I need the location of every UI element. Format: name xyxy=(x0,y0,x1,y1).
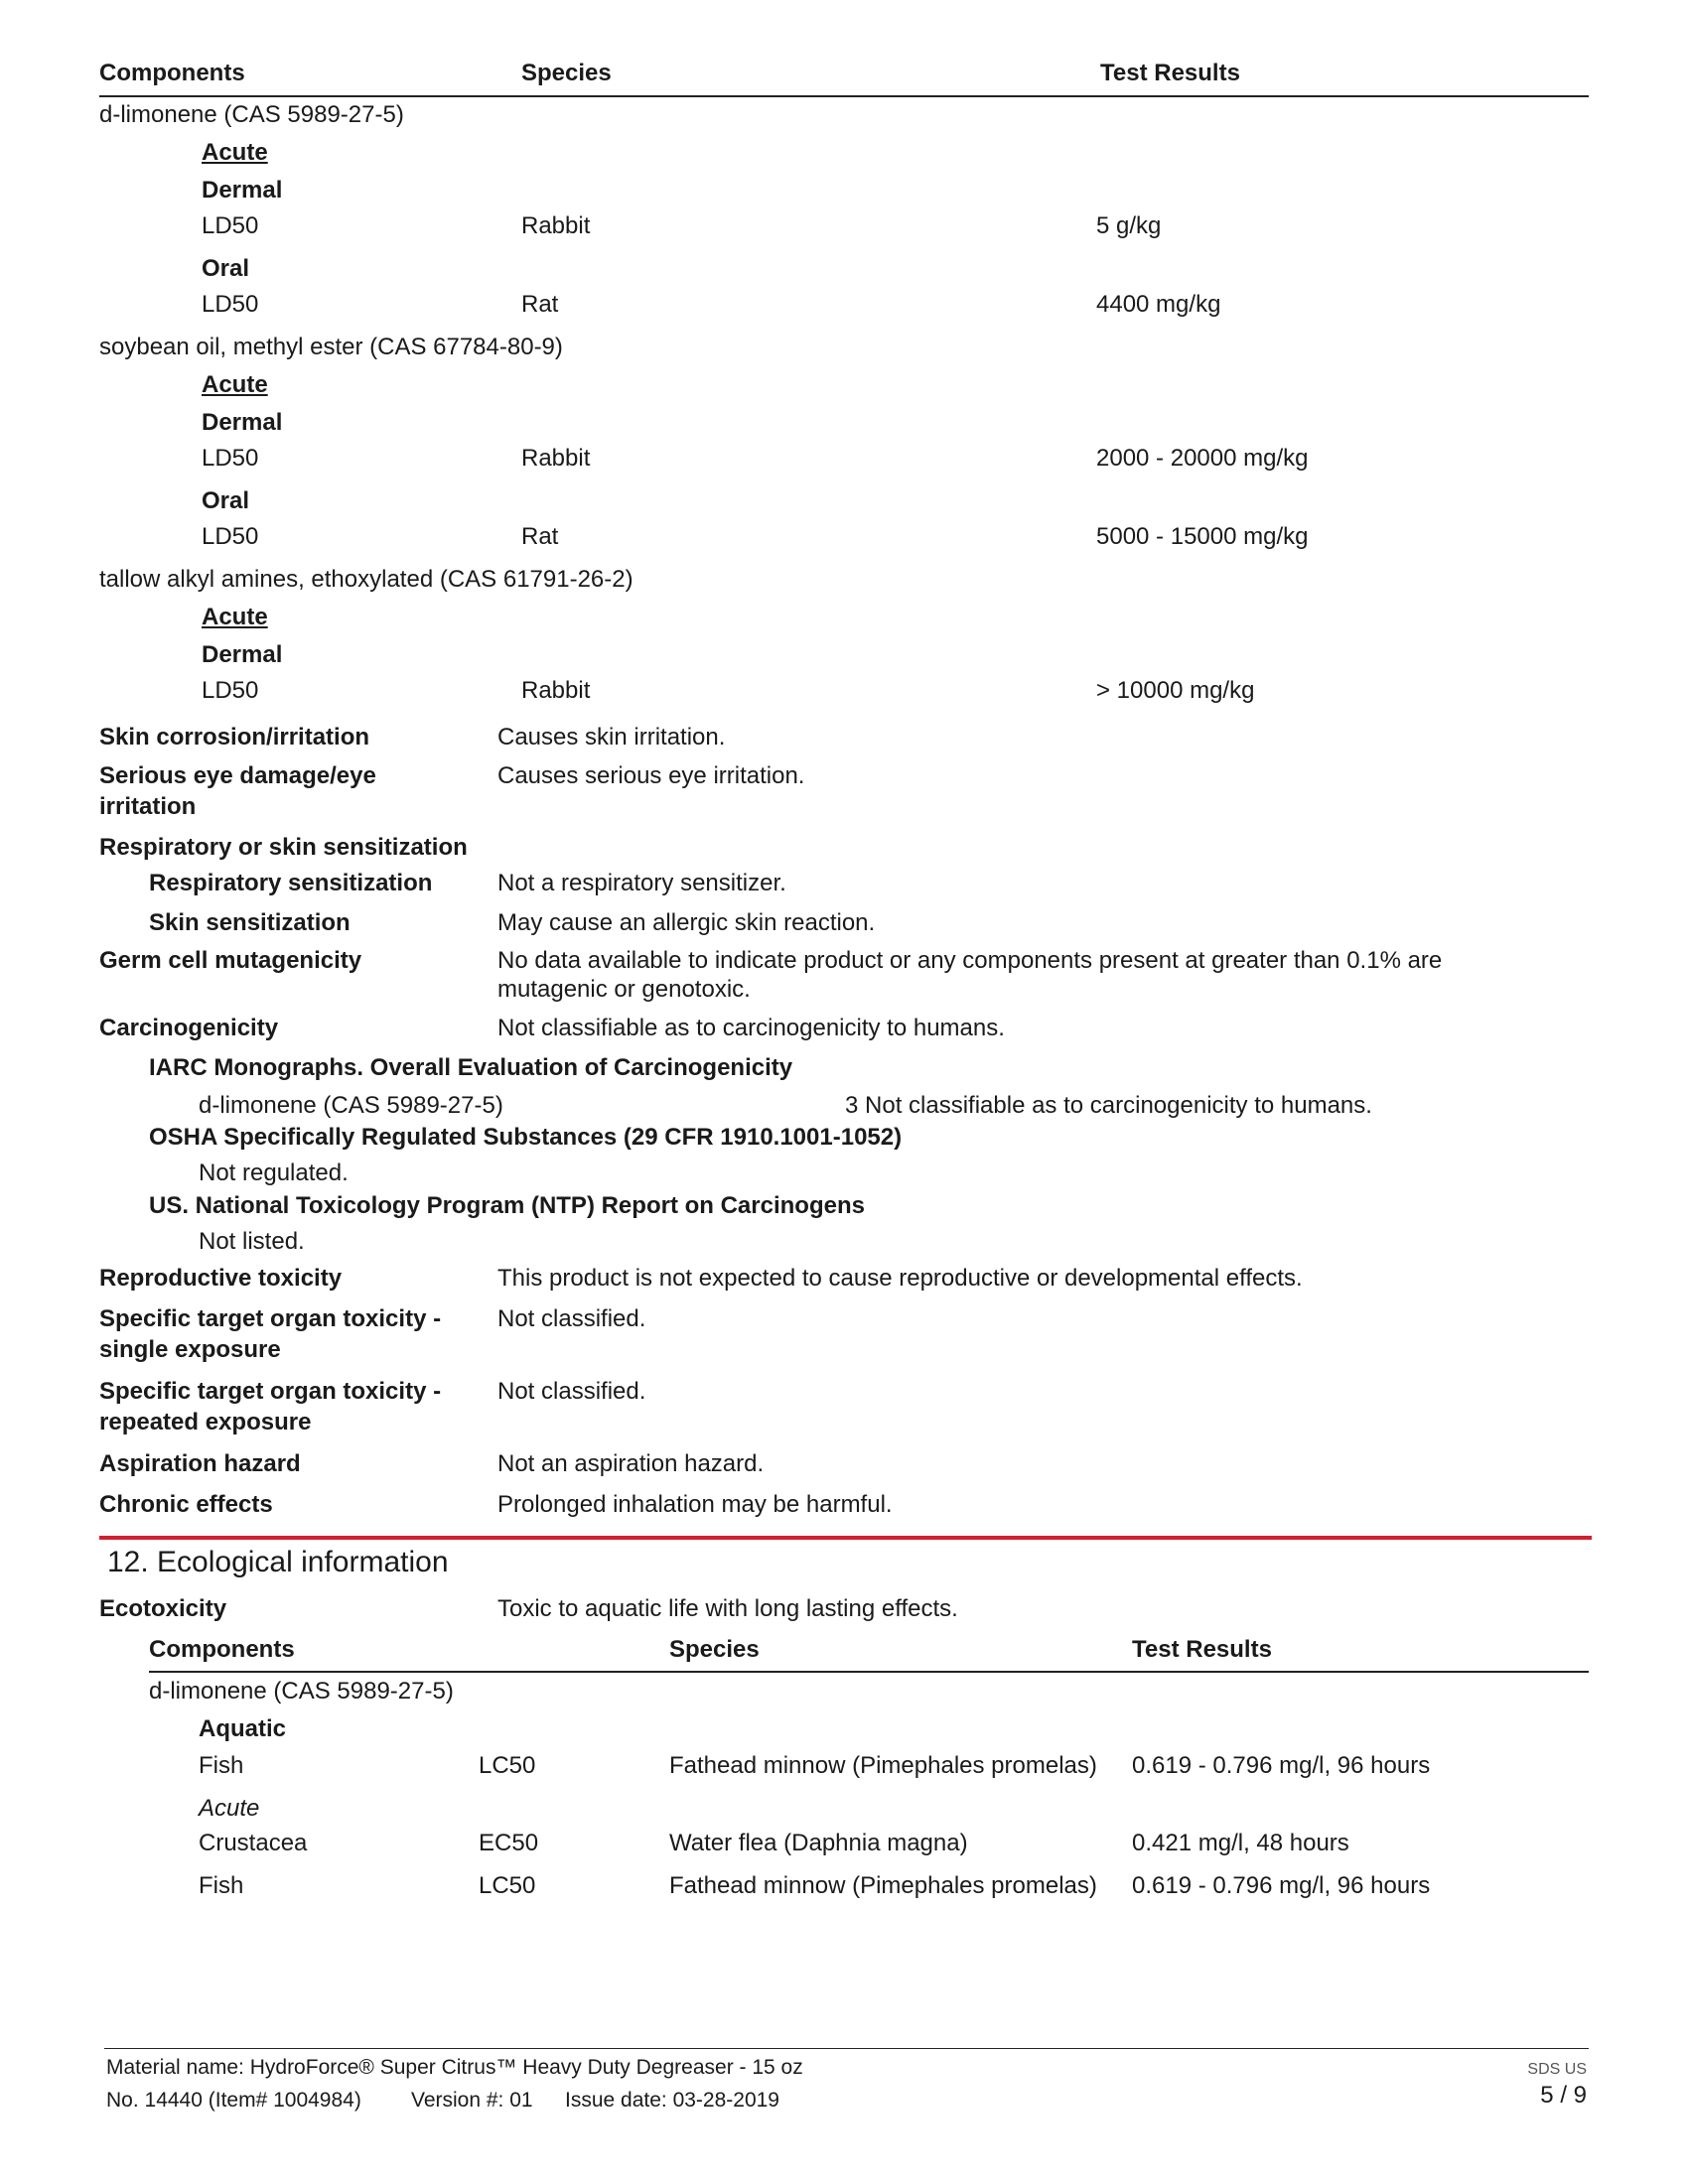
eco-header-components: Components xyxy=(149,1636,295,1663)
prop-value-aspiration: Not an aspiration hazard. xyxy=(497,1450,765,1477)
ecotoxicity-label: Ecotoxicity xyxy=(99,1595,227,1622)
tox-result: 5000 - 15000 mg/kg xyxy=(1096,523,1309,550)
footer-version: Version #: 01 xyxy=(411,2089,533,2112)
eco-result: 0.421 mg/l, 48 hours xyxy=(1132,1830,1349,1856)
tox-species: Rat xyxy=(521,523,559,550)
prop-label-chronic: Chronic effects xyxy=(99,1491,273,1518)
footer-doc-no: No. 14440 (Item# 1004984) xyxy=(106,2089,361,2112)
prop-label-stot-single: Specific target organ toxicity - xyxy=(99,1305,442,1332)
prop-value-skin-corrosion: Causes skin irritation. xyxy=(497,724,726,751)
eco-component-name: d-limonene (CAS 5989-27-5) xyxy=(149,1678,454,1705)
ntp-value: Not listed. xyxy=(199,1228,305,1255)
footer-material-name: Material name: HydroForce® Super Citrus™ Heavy Duty Degreaser - 15 oz xyxy=(106,2056,803,2079)
eco-acute-label: Acute xyxy=(199,1795,260,1822)
tox-component-name: tallow alkyl amines, ethoxylated (CAS 61791-26-2) xyxy=(99,566,633,593)
footer-issue-date: Issue date: 03-28-2019 xyxy=(565,2089,779,2112)
prop-value-resp-sens: Not a respiratory sensitizer. xyxy=(497,870,786,896)
prop-label-stot-repeated-cont: repeated exposure xyxy=(99,1409,312,1435)
tox-test: LD50 xyxy=(202,445,259,472)
ntp-heading: US. National Toxicology Program (NTP) Report on Carcinogens xyxy=(149,1192,865,1219)
tox-group-label: Acute xyxy=(202,139,268,166)
prop-value-reproductive: This product is not expected to cause reproductive or developmental effects. xyxy=(497,1265,1303,1292)
prop-value-stot-single: Not classified. xyxy=(497,1305,646,1332)
tox-route-label: Oral xyxy=(202,255,250,282)
tox-header-results: Test Results xyxy=(1100,60,1240,86)
eco-species: Fathead minnow (Pimephales promelas) xyxy=(669,1752,1097,1779)
eco-test: EC50 xyxy=(479,1830,539,1856)
tox-test: LD50 xyxy=(202,677,259,704)
prop-label-stot-repeated: Specific target organ toxicity - xyxy=(99,1378,442,1405)
tox-group-label: Acute xyxy=(202,604,268,630)
tox-species: Rabbit xyxy=(521,677,591,704)
prop-label-resp-sens: Respiratory sensitization xyxy=(149,870,433,896)
iarc-heading: IARC Monographs. Overall Evaluation of Carcinogenicity xyxy=(149,1054,793,1081)
tox-species: Rabbit xyxy=(521,445,591,472)
prop-label-aspiration: Aspiration hazard xyxy=(99,1450,301,1477)
prop-label-skin-corrosion: Skin corrosion/irritation xyxy=(99,724,370,751)
eco-species: Water flea (Daphnia magna) xyxy=(669,1830,968,1856)
prop-value-chronic: Prolonged inhalation may be harmful. xyxy=(497,1491,893,1518)
prop-label-reproductive: Reproductive toxicity xyxy=(99,1265,343,1292)
tox-header-rule xyxy=(99,95,1589,97)
ecotoxicity-value: Toxic to aquatic life with long lasting effects. xyxy=(497,1595,958,1622)
eco-test: LC50 xyxy=(479,1752,536,1779)
eco-organism: Fish xyxy=(199,1752,244,1779)
osha-value: Not regulated. xyxy=(199,1160,349,1186)
eco-result: 0.619 - 0.796 mg/l, 96 hours xyxy=(1132,1752,1431,1779)
eco-aquatic-label: Aquatic xyxy=(199,1715,287,1742)
tox-route-label: Dermal xyxy=(202,409,283,436)
tox-test: LD50 xyxy=(202,291,259,318)
tox-route-label: Dermal xyxy=(202,177,283,204)
tox-result: 4400 mg/kg xyxy=(1096,291,1221,318)
eco-organism: Crustacea xyxy=(199,1830,308,1856)
footer-rule xyxy=(104,2048,1589,2049)
prop-value-germ-cell: No data available to indicate product or any components present at greater than 0.1% are xyxy=(497,947,1443,974)
tox-species: Rat xyxy=(521,291,559,318)
prop-value-skin-sens: May cause an allergic skin reaction. xyxy=(497,909,876,936)
prop-label-stot-single-cont: single exposure xyxy=(99,1336,281,1363)
section-title: 12. Ecological information xyxy=(107,1546,449,1578)
tox-header-components: Components xyxy=(99,60,245,86)
eco-test: LC50 xyxy=(479,1872,536,1899)
tox-header-species: Species xyxy=(521,60,612,86)
prop-value-carcinogenicity: Not classifiable as to carcinogenicity to humans. xyxy=(497,1015,1005,1041)
eco-result: 0.619 - 0.796 mg/l, 96 hours xyxy=(1132,1872,1431,1899)
eco-organism: Fish xyxy=(199,1872,244,1899)
prop-label-germ-cell: Germ cell mutagenicity xyxy=(99,947,362,974)
iarc-value: 3 Not classifiable as to carcinogenicity to humans. xyxy=(845,1092,1372,1119)
prop-label-carcinogenicity: Carcinogenicity xyxy=(99,1015,279,1041)
prop-label-eye-damage-cont: irritation xyxy=(99,793,197,820)
tox-species: Rabbit xyxy=(521,212,591,239)
footer-page-number: 5 / 9 xyxy=(1540,2082,1587,2109)
eco-species: Fathead minnow (Pimephales promelas) xyxy=(669,1872,1097,1899)
prop-label-skin-sens: Skin sensitization xyxy=(149,909,351,936)
tox-result: > 10000 mg/kg xyxy=(1096,677,1255,704)
section-divider xyxy=(99,1536,1592,1540)
tox-route-label: Dermal xyxy=(202,641,283,668)
tox-test: LD50 xyxy=(202,523,259,550)
prop-label-eye-damage: Serious eye damage/eye xyxy=(99,762,376,789)
prop-value-eye-damage: Causes serious eye irritation. xyxy=(497,762,805,789)
footer-sds-label: SDS US xyxy=(1527,2061,1587,2078)
eco-header-rule xyxy=(149,1671,1589,1673)
eco-header-species: Species xyxy=(669,1636,760,1663)
tox-result: 5 g/kg xyxy=(1096,212,1162,239)
tox-group-label: Acute xyxy=(202,371,268,398)
tox-component-name: soybean oil, methyl ester (CAS 67784-80-9) xyxy=(99,334,563,360)
tox-route-label: Oral xyxy=(202,487,250,514)
osha-heading: OSHA Specifically Regulated Substances (29 CFR 1910.1001-1052) xyxy=(149,1124,903,1151)
tox-result: 2000 - 20000 mg/kg xyxy=(1096,445,1309,472)
prop-value-germ-cell-cont: mutagenic or genotoxic. xyxy=(497,976,751,1003)
tox-test: LD50 xyxy=(202,212,259,239)
eco-header-results: Test Results xyxy=(1132,1636,1272,1663)
tox-component-name: d-limonene (CAS 5989-27-5) xyxy=(99,101,404,128)
prop-label-resp-skin-sens: Respiratory or skin sensitization xyxy=(99,834,468,861)
iarc-component: d-limonene (CAS 5989-27-5) xyxy=(199,1092,503,1119)
prop-value-stot-repeated: Not classified. xyxy=(497,1378,646,1405)
